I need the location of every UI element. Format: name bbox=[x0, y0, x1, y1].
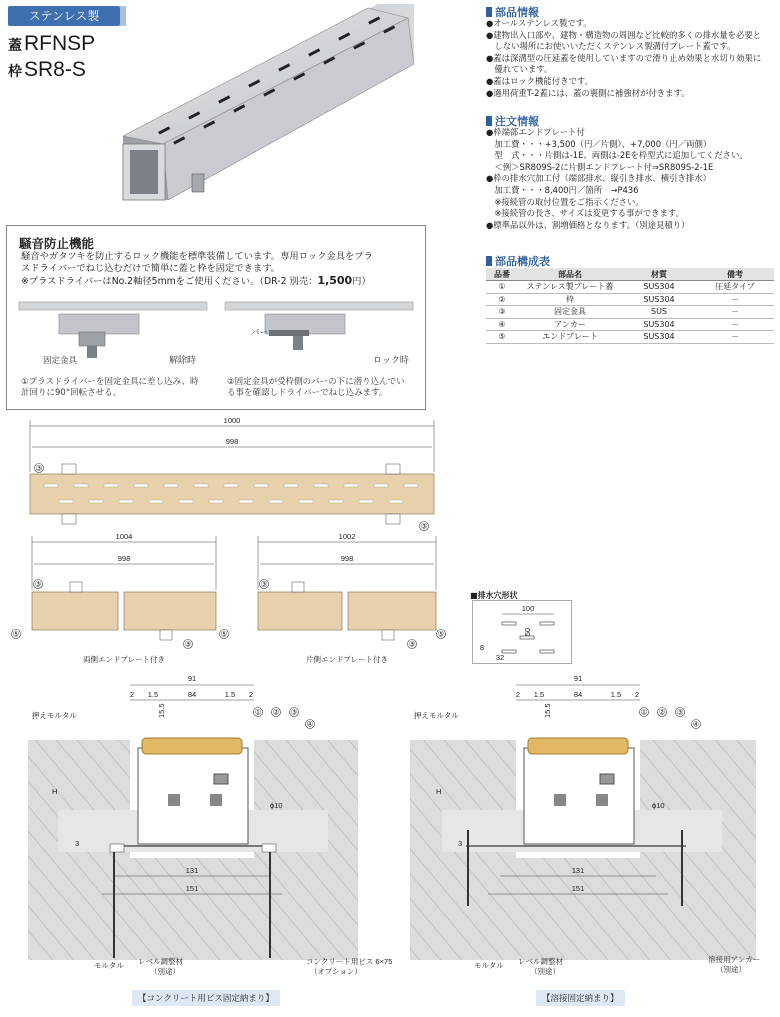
svg-text:モルタル: モルタル bbox=[94, 961, 124, 970]
parts-table: 品番 部品名 材質 備考 ① ステンレス製プレート蓋 SUS304 圧延タイプ ② 枠 SUS304 － ③ 固定金具 SUS － ④ アンカー SUS304 － ⑤ エンドプレート SUS304 － bbox=[486, 268, 774, 344]
lid-code: 蓋RFNSP bbox=[8, 32, 96, 55]
svg-text:溶接用アンカー: 溶接用アンカー bbox=[708, 955, 761, 964]
table-row: ③ 固定金具 SUS － bbox=[486, 306, 774, 319]
parts-info-text: ●オールステンレス製です。 ●建物出入口部や、建物・構造物の周囲など比較的多くの排水量を必要と しない場所にお使いいただくステンレス製溝付プレート蓋です。 ●蓋は深溝型の圧延蓋を使用していますので滑り止め効果と水切り効果に 優れています。 ●蓋はロック機能付きです。 ●適用荷重T-2蓋には、蓋の裏側に補強材が付きます。 bbox=[486, 18, 762, 98]
svg-text:100: 100 bbox=[521, 604, 535, 613]
svg-text:1.5: 1.5 bbox=[147, 690, 159, 699]
svg-text:H: H bbox=[52, 787, 58, 796]
svg-text:②: ② bbox=[272, 707, 280, 717]
svg-text:2: 2 bbox=[515, 690, 521, 699]
svg-text:131: 131 bbox=[185, 866, 199, 875]
svg-text:③: ③ bbox=[184, 639, 192, 649]
svg-text:②: ② bbox=[658, 707, 666, 717]
svg-text:151: 151 bbox=[571, 884, 585, 893]
noise-prevention-box bbox=[6, 225, 426, 410]
svg-text:3: 3 bbox=[75, 839, 80, 848]
lock-label: ロック時 bbox=[373, 356, 409, 366]
svg-text:④: ④ bbox=[692, 719, 700, 729]
svg-text:レベル調整材: レベル調整材 bbox=[138, 957, 183, 966]
svg-text:91: 91 bbox=[573, 674, 583, 683]
svg-text:⑤: ⑤ bbox=[437, 629, 445, 639]
svg-text:③: ③ bbox=[676, 707, 684, 717]
svg-text:レベル調整材: レベル調整材 bbox=[518, 957, 563, 966]
bar-label: バー bbox=[251, 328, 269, 338]
svg-text:1000: 1000 bbox=[223, 416, 241, 425]
svg-text:3: 3 bbox=[458, 839, 463, 848]
svg-text:1004: 1004 bbox=[115, 532, 133, 541]
svg-text:32: 32 bbox=[495, 653, 505, 662]
table-row: ① ステンレス製プレート蓋 SUS304 圧延タイプ bbox=[486, 281, 774, 294]
frame-code: 枠SR8-S bbox=[8, 58, 86, 81]
svg-text:998: 998 bbox=[225, 437, 239, 446]
svg-text:2: 2 bbox=[634, 690, 640, 699]
svg-text:998: 998 bbox=[340, 554, 354, 563]
svg-text:1.5: 1.5 bbox=[533, 690, 545, 699]
svg-text:⑤: ⑤ bbox=[12, 629, 20, 639]
svg-text:押えモルタル: 押えモルタル bbox=[32, 711, 77, 720]
svg-text:（別途）: （別途） bbox=[150, 967, 180, 976]
svg-text:片側エンドプレート付き: 片側エンドプレート付き bbox=[306, 655, 388, 664]
svg-text:131: 131 bbox=[571, 866, 585, 875]
plan-view-one-end bbox=[252, 530, 447, 668]
svg-text:③: ③ bbox=[290, 707, 298, 717]
svg-text:1.5: 1.5 bbox=[610, 690, 622, 699]
svg-text:84: 84 bbox=[187, 690, 197, 699]
parts-info-title: 部品情報 bbox=[486, 4, 539, 20]
noise-description: 騒音やガタツキを防止するロック機能を標準装備しています。専用ロック金具をプラ スドライバーでねじ込むだけで簡単に蓋と枠を固定できます。 ※プラスドライバーはNo.2軸径5mmをご使用ください。（DR-2 別売：1,500円） bbox=[21, 251, 373, 287]
svg-text:モルタル: モルタル bbox=[474, 961, 504, 970]
hole-shape-title: ■排水穴形状 bbox=[470, 591, 518, 600]
plan-view-both-ends bbox=[10, 530, 235, 668]
svg-text:（オプション）: （オプション） bbox=[310, 967, 362, 976]
svg-text:コンクリート用ビス 6×75: コンクリート用ビス 6×75 bbox=[306, 957, 393, 966]
svg-text:③: ③ bbox=[408, 639, 416, 649]
step1-caption: ①プラスドライバーを固定金具に差し込み、時 計回りに90°回転させる。 bbox=[21, 377, 199, 398]
svg-text:2: 2 bbox=[248, 690, 254, 699]
svg-text:④: ④ bbox=[306, 719, 314, 729]
svg-text:ϕ10: ϕ10 bbox=[270, 801, 283, 810]
svg-text:151: 151 bbox=[185, 884, 199, 893]
caption-screw-fixing: 【コンクリート用ビス固定納まり】 bbox=[132, 990, 280, 1006]
svg-text:8: 8 bbox=[479, 643, 485, 652]
svg-text:（別途）: （別途） bbox=[530, 967, 560, 976]
svg-text:両側エンドプレート付き: 両側エンドプレート付き bbox=[83, 655, 165, 664]
svg-text:①: ① bbox=[640, 707, 648, 717]
material-badge: ステンレス製 bbox=[8, 6, 120, 26]
svg-text:15.5: 15.5 bbox=[157, 703, 166, 718]
section-view-weld bbox=[406, 670, 766, 980]
fixing-label: 固定金具 bbox=[43, 356, 78, 366]
svg-text:H: H bbox=[436, 787, 442, 796]
svg-text:2: 2 bbox=[129, 690, 135, 699]
product-photo bbox=[118, 4, 418, 210]
table-row: ④ アンカー SUS304 － bbox=[486, 318, 774, 331]
svg-text:1.5: 1.5 bbox=[224, 690, 236, 699]
parts-table-title: 部品構成表 bbox=[486, 253, 550, 269]
noise-title: 騒音防止機能 bbox=[19, 236, 95, 251]
svg-text:ϕ10: ϕ10 bbox=[652, 801, 665, 810]
svg-text:押えモルタル: 押えモルタル bbox=[414, 711, 459, 720]
svg-text:15.5: 15.5 bbox=[543, 703, 552, 718]
svg-text:91: 91 bbox=[187, 674, 197, 683]
order-info-text: ●枠端部エンドプレート付 加工費・・・+3,500（円／片側）、+7,000（円／両側） 型 式・・・片側は-1E、両側は-2Eを枠型式に追加してください。 ＜例＞SR809S-2に片側エンドプレート付⇒SR809S-2-1E ●枠の排水穴加工付（端部排水、縦引き排水、横引き排水） 加工費・・・8,400円／箇所 →P436 ※接続管の取付位置をご指示ください。 ※接続管の長さ、サイズは変更する事ができます。 ●標準品以外は、割増価格となります。（別途見積り） bbox=[486, 127, 748, 230]
order-info-title: 注文情報 bbox=[486, 113, 539, 129]
svg-text:84: 84 bbox=[573, 690, 583, 699]
step2-caption: ②固定金具が受枠側のバーの下に潜り込んでい る事を確認しドライバーでねじ込みます。 bbox=[227, 377, 405, 398]
caption-weld-fixing: 【溶接固定納まり】 bbox=[536, 990, 625, 1006]
section-view-screw bbox=[18, 670, 393, 980]
svg-text:①: ① bbox=[254, 707, 262, 717]
svg-text:（別途）: （別途） bbox=[716, 965, 746, 974]
svg-text:③: ③ bbox=[260, 579, 268, 589]
svg-text:③: ③ bbox=[420, 521, 428, 531]
plan-view-top bbox=[22, 412, 442, 538]
svg-text:③: ③ bbox=[35, 463, 43, 473]
table-row: ⑤ エンドプレート SUS304 － bbox=[486, 331, 774, 344]
table-row: ② 枠 SUS304 － bbox=[486, 293, 774, 306]
release-label: 解除時 bbox=[169, 356, 197, 366]
hole-shape-diagram bbox=[472, 600, 572, 664]
svg-text:50: 50 bbox=[523, 627, 532, 637]
svg-text:1002: 1002 bbox=[338, 532, 356, 541]
svg-text:③: ③ bbox=[34, 579, 42, 589]
svg-text:⑤: ⑤ bbox=[220, 629, 228, 639]
svg-text:998: 998 bbox=[117, 554, 131, 563]
